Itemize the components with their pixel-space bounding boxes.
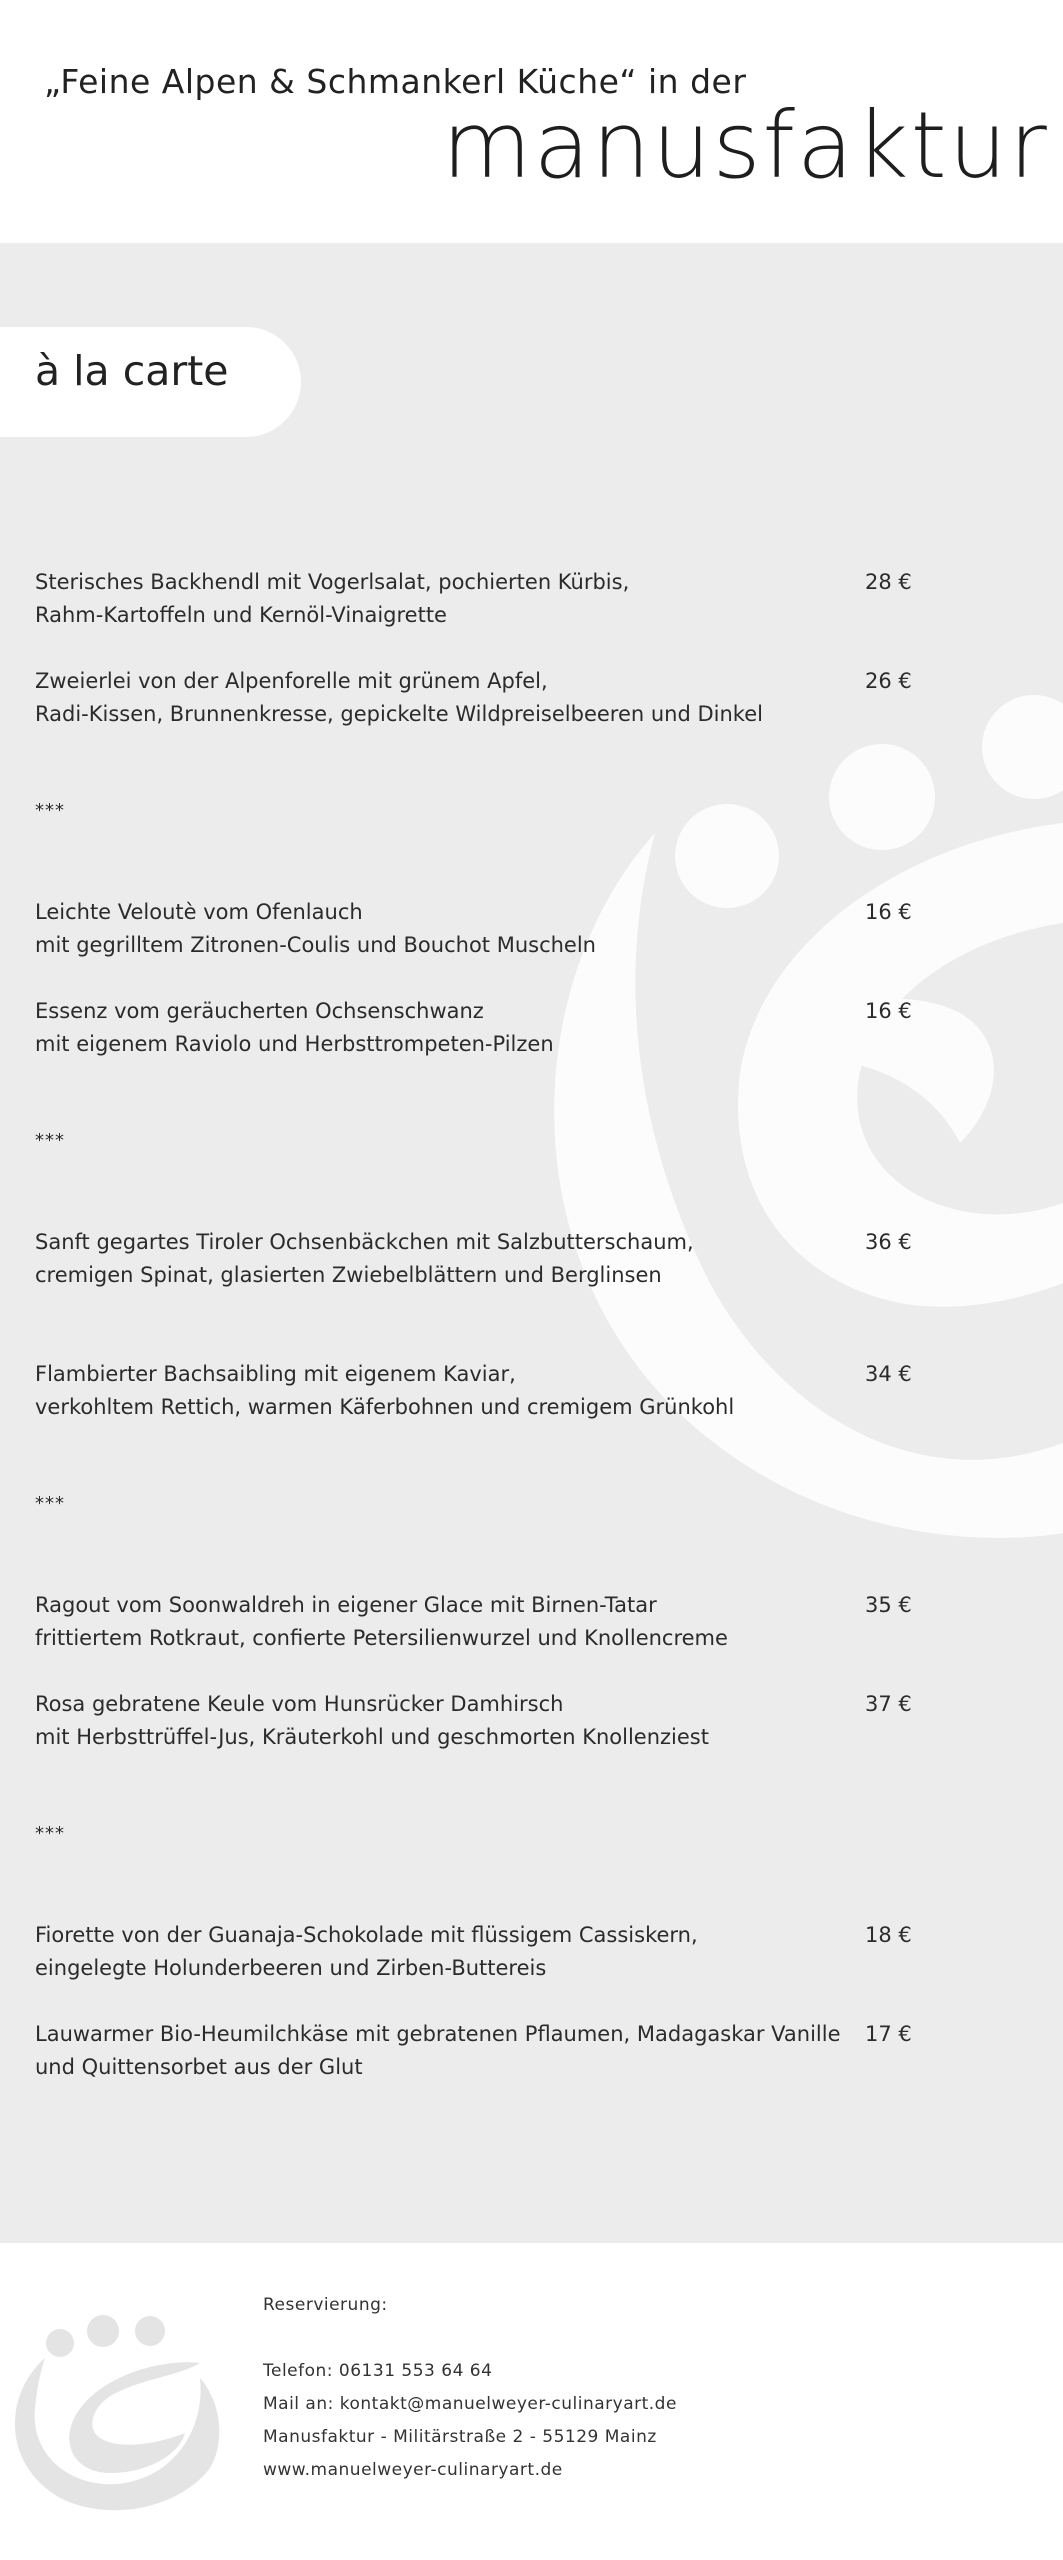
dish-line: frittiertem Rotkraut, confierte Petersilienwurzel und Knollencreme bbox=[35, 1626, 728, 1650]
footer-phone: Telefon: 06131 553 64 64 bbox=[263, 2361, 493, 2381]
dish-line: Rahm-Kartoffeln und Kernöl-Vinaigrette bbox=[35, 603, 447, 627]
dish-line: Radi-Kissen, Brunnenkresse, gepickelte Wildpreiselbeeren und Dinkel bbox=[35, 702, 763, 726]
dish-price: 16 € bbox=[865, 999, 912, 1023]
menu-item bbox=[35, 1919, 995, 1985]
dish-price: 37 € bbox=[865, 1692, 912, 1716]
dish-price: 26 € bbox=[865, 669, 912, 693]
menu-item bbox=[35, 1589, 995, 1655]
dish-line: eingelegte Holunderbeeren und Zirben-Buttereis bbox=[35, 1956, 547, 1980]
dish-line: Essenz vom geräucherten Ochsenschwanz bbox=[35, 999, 484, 1023]
footer-contact bbox=[263, 2289, 677, 2487]
course-separator: *** bbox=[35, 1493, 65, 1514]
footer-logo-icon bbox=[0, 2283, 230, 2513]
menu-item bbox=[35, 1688, 995, 1754]
dish-price: 17 € bbox=[865, 2022, 912, 2046]
menu-item bbox=[35, 1226, 995, 1292]
dish-line: Fiorette von der Guanaja-Schokolade mit flüssigem Cassiskern, bbox=[35, 1923, 698, 1947]
menu-item bbox=[35, 566, 995, 632]
menu-item bbox=[35, 896, 995, 962]
menu-item bbox=[35, 2018, 995, 2084]
section-label: à la carte bbox=[35, 347, 229, 395]
dish-line: und Quittensorbet aus der Glut bbox=[35, 2055, 363, 2079]
menu-panel bbox=[0, 243, 1063, 2243]
header-title: „Feine Alpen & Schmankerl Küche“ in der bbox=[44, 62, 747, 101]
footer-address: Manusfaktur - Militärstraße 2 - 55129 Mainz bbox=[263, 2427, 657, 2447]
dish-line: Ragout vom Soonwaldreh in eigener Glace mit Birnen-Tatar bbox=[35, 1593, 657, 1617]
course-separator: *** bbox=[35, 1130, 65, 1151]
dish-price: 35 € bbox=[865, 1593, 912, 1617]
reservation-label: Reservierung: bbox=[263, 2295, 388, 2315]
dish-line: Lauwarmer Bio-Heumilchkäse mit gebratenen Pflaumen, Madagaskar Vanille bbox=[35, 2022, 841, 2046]
footer-mail[interactable]: Mail an: kontakt@manuelweyer-culinaryart.de bbox=[263, 2394, 677, 2414]
dish-line: mit eigenem Raviolo und Herbsttrompeten-Pilzen bbox=[35, 1032, 554, 1056]
menu-item bbox=[35, 665, 995, 731]
dish-line: Flambierter Bachsaibling mit eigenem Kaviar, bbox=[35, 1362, 516, 1386]
dish-line: Sterisches Backhendl mit Vogerlsalat, pochierten Kürbis, bbox=[35, 570, 630, 594]
page-header bbox=[0, 0, 1063, 243]
page-footer bbox=[0, 2243, 1063, 2560]
dish-price: 34 € bbox=[865, 1362, 912, 1386]
dish-line: Rosa gebratene Keule vom Hunsrücker Damhirsch bbox=[35, 1692, 564, 1716]
dish-line: Leichte Veloutè vom Ofenlauch bbox=[35, 900, 363, 924]
dish-line: mit Herbsttrüffel-Jus, Kräuterkohl und geschmorten Knollenziest bbox=[35, 1725, 709, 1749]
course-separator: *** bbox=[35, 800, 65, 821]
dish-price: 28 € bbox=[865, 570, 912, 594]
dish-line: Sanft gegartes Tiroler Ochsenbäckchen mit Salzbutterschaum, bbox=[35, 1230, 694, 1254]
dish-line: verkohltem Rettich, warmen Käferbohnen und cremigem Grünkohl bbox=[35, 1395, 735, 1419]
menu-item bbox=[35, 995, 995, 1061]
dish-line: cremigen Spinat, glasierten Zwiebelblättern und Berglinsen bbox=[35, 1263, 662, 1287]
footer-website-link[interactable]: www.manuelweyer-culinaryart.de bbox=[263, 2460, 563, 2480]
dish-line: mit gegrilltem Zitronen-Coulis und Bouchot Muscheln bbox=[35, 933, 596, 957]
dish-price: 16 € bbox=[865, 900, 912, 924]
dish-price: 18 € bbox=[865, 1923, 912, 1947]
brand-logo-text: manusfaktur bbox=[442, 92, 1049, 199]
menu-item bbox=[35, 1358, 995, 1424]
dish-line: Zweierlei von der Alpenforelle mit grünem Apfel, bbox=[35, 669, 548, 693]
course-separator: *** bbox=[35, 1823, 65, 1844]
dish-price: 36 € bbox=[865, 1230, 912, 1254]
